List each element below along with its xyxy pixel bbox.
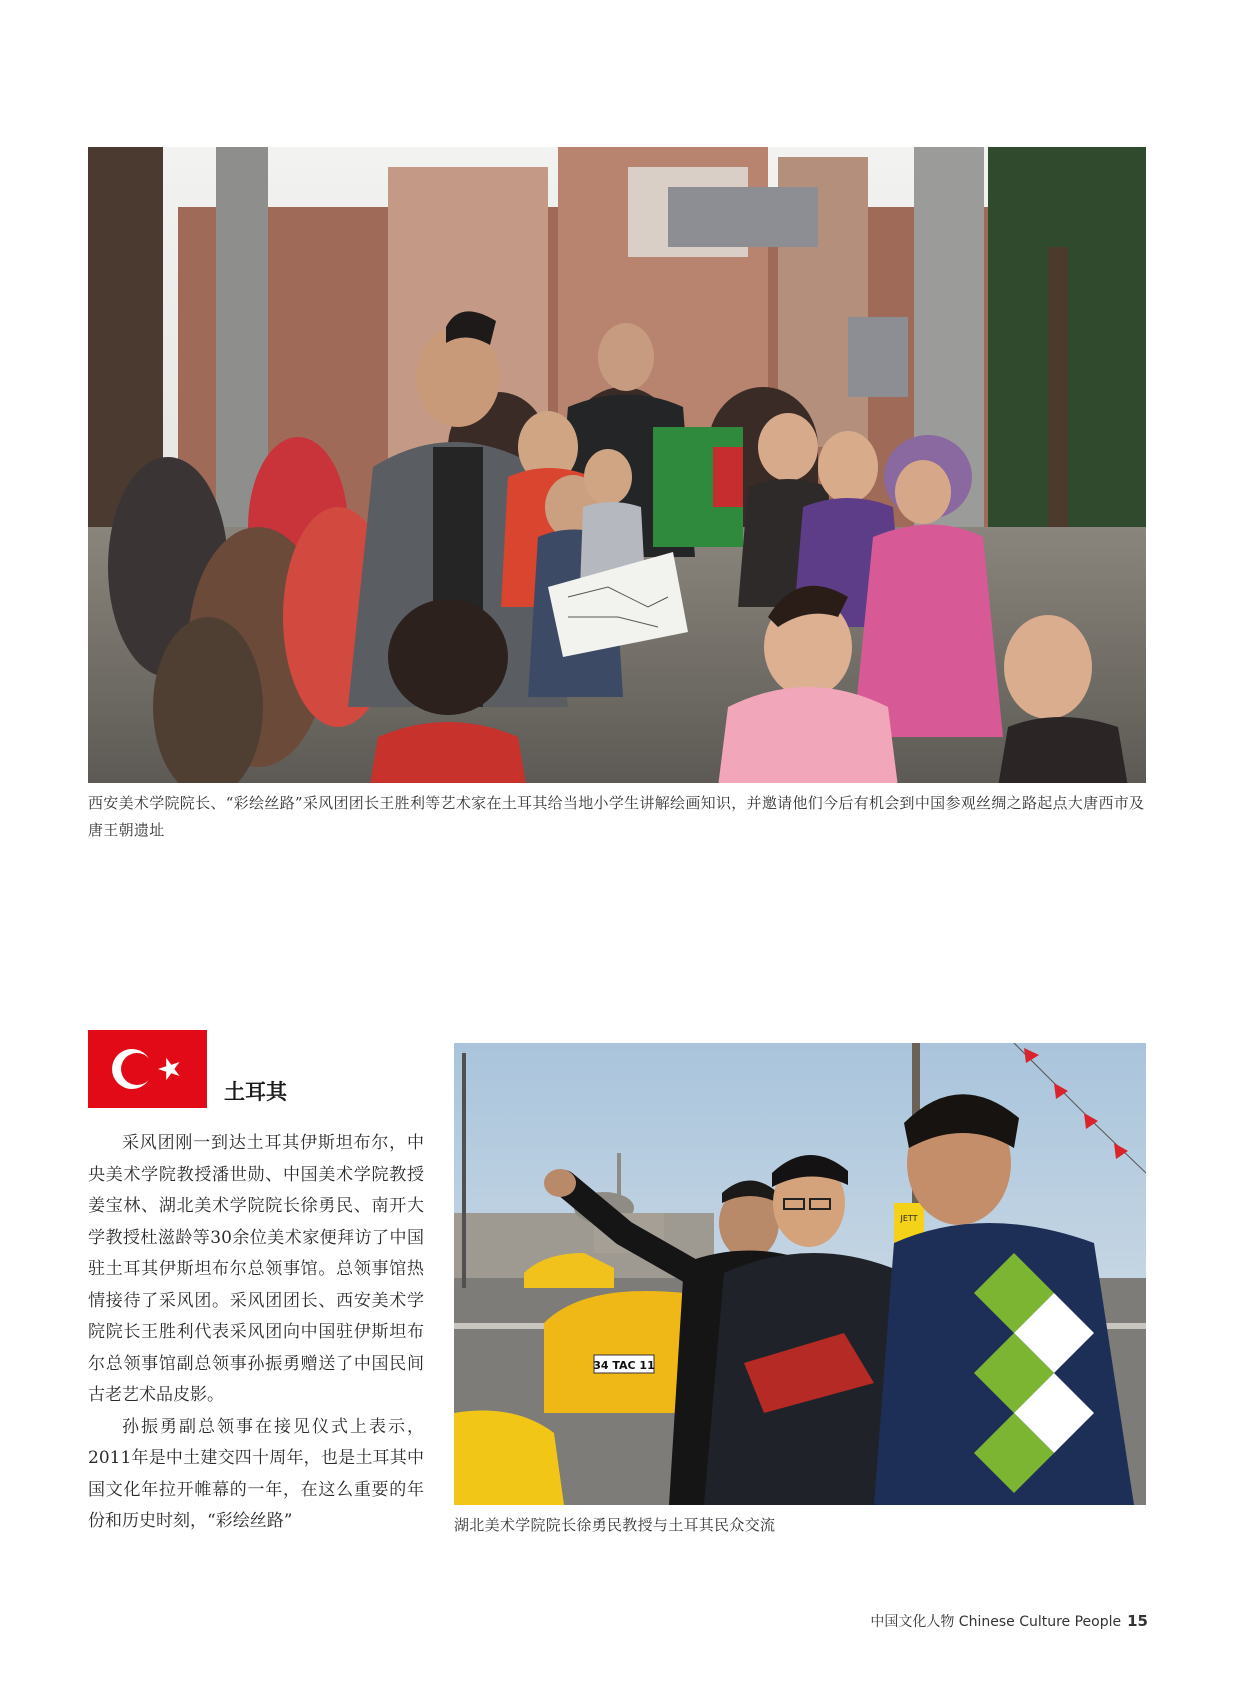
paragraph: 孙振勇副总领事在接见仪式上表示，2011年是中土建交四十周年，也是土耳其中国文化年拉开帷幕的一年，在这么重要的年份和历史时刻，“彩绘丝路”	[88, 1416, 424, 1531]
paragraph: 采风团刚一到达土耳其伊斯坦布尔，中央美术学院教授潘世勋、中国美术学院教授姜宝林、湖北美术学院院长徐勇民、南开大学教授杜滋龄等30余位美术家便拜访了中国驻土耳其伊斯坦布尔总领事馆。总领事馆热情接待了采风团。采风团团长、西安美术学院院长王胜利代表采风团向中国驻伊斯坦布尔总领事馆副总领事孙振勇赠送了中国民间古老艺术品皮影。	[88, 1133, 424, 1405]
sign-text: JETT	[900, 1214, 918, 1223]
photo2-caption: 湖北美术学院院长徐勇民教授与土耳其民众交流	[454, 1516, 776, 1534]
page-number: 15	[1127, 1612, 1148, 1630]
turkey-flag-icon	[88, 1030, 207, 1108]
article-body	[88, 1128, 424, 1538]
section-title: 土耳其	[224, 1080, 287, 1104]
page-footer	[870, 1611, 1148, 1631]
magazine-name: 中国文化人物 Chinese Culture People	[870, 1614, 1122, 1630]
license-plate-text: 34 TAC 11	[593, 1359, 655, 1372]
photo-istanbul-street	[454, 1043, 1146, 1505]
photo-hagia-irene-children	[88, 147, 1146, 783]
photo1-caption: 西安美术学院院长、“彩绘丝路”采风团团长王胜利等艺术家在土耳其给当地小学生讲解绘画知识，并邀请他们今后有机会到中国参观丝绸之路起点大唐西市及唐王朝遗址	[88, 794, 1145, 839]
